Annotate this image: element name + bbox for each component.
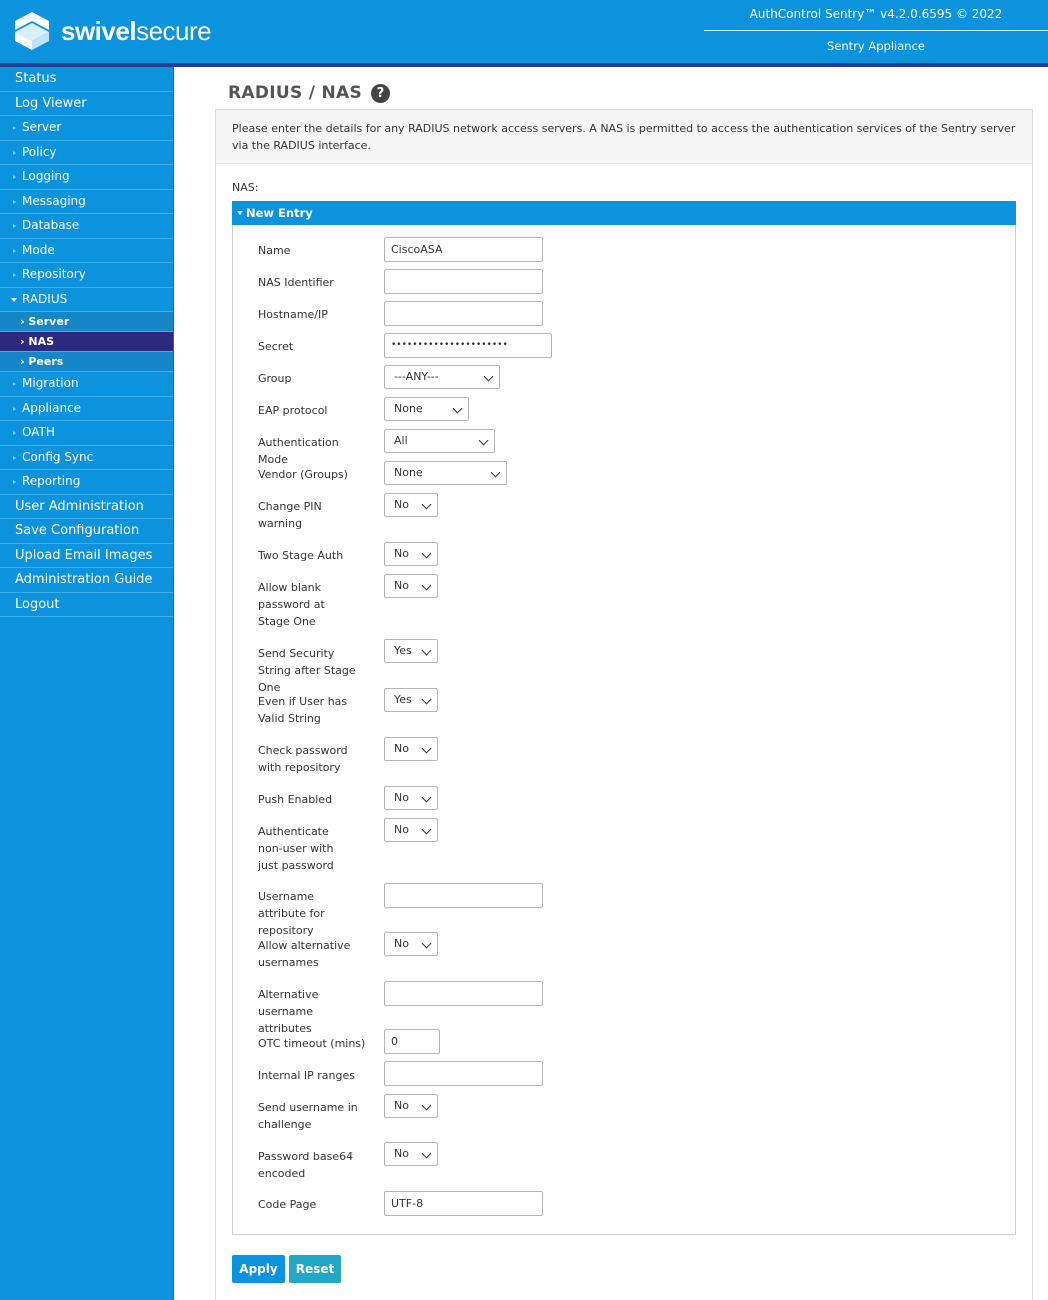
two-stage-label: Two Stage Auth bbox=[258, 549, 344, 562]
auth-non-user-select[interactable]: No bbox=[384, 818, 438, 842]
top-header bbox=[0, 0, 1048, 63]
appliance-text: Sentry Appliance bbox=[827, 39, 925, 53]
nav-item-messaging[interactable] bbox=[0, 190, 173, 215]
header-info bbox=[704, 0, 1048, 63]
new-entry-title: New Entry bbox=[246, 206, 313, 220]
nav-item-administration-guide[interactable] bbox=[0, 568, 173, 593]
code-page-input[interactable]: UTF-8 bbox=[384, 1191, 543, 1216]
nav-label: Reporting bbox=[22, 474, 81, 488]
nav-label: Status bbox=[15, 71, 57, 86]
nav-label: Migration bbox=[22, 376, 79, 390]
vendor-label: Vendor (Groups) bbox=[258, 468, 348, 481]
group-select[interactable]: ---ANY--- bbox=[384, 365, 500, 389]
collapse-triangle-icon bbox=[237, 211, 243, 215]
page-title: RADIUS / NAS bbox=[228, 83, 363, 103]
nav-label: Database bbox=[22, 218, 80, 232]
chevron-down-icon bbox=[422, 939, 432, 949]
nav-label: Upload Email Images bbox=[15, 547, 153, 563]
chevron-down-icon bbox=[422, 793, 432, 803]
header-divider bbox=[704, 30, 1048, 31]
even-if-label: Even if User has Valid String bbox=[258, 695, 348, 725]
nav-item-reporting[interactable] bbox=[0, 470, 173, 495]
nav-item-log-viewer[interactable] bbox=[0, 92, 173, 117]
caret-right-icon bbox=[13, 431, 16, 435]
chevron-down-icon bbox=[484, 372, 494, 382]
nav-item-upload-email-images[interactable] bbox=[0, 544, 173, 569]
nav-label: Policy bbox=[22, 144, 57, 159]
apply-button[interactable]: Apply bbox=[232, 1255, 285, 1283]
nav-label: RADIUS bbox=[22, 291, 68, 306]
nav-item-radius[interactable] bbox=[0, 288, 173, 313]
otc-timeout-label: OTC timeout (mins) bbox=[258, 1037, 366, 1050]
caret-right-icon bbox=[13, 175, 16, 179]
caret-right-icon bbox=[13, 407, 16, 411]
nav-subitem-radius-nas[interactable] bbox=[0, 332, 173, 352]
nas-label: NAS: bbox=[232, 181, 259, 194]
chevron-down-icon bbox=[422, 1149, 432, 1159]
chevron-right-icon: › bbox=[20, 335, 29, 348]
auth-mode-select[interactable]: All bbox=[384, 429, 495, 453]
allow-blank-label: Allow blank password at Stage One bbox=[258, 581, 325, 628]
caret-right-icon bbox=[13, 224, 16, 228]
nav-label: Logout bbox=[15, 596, 60, 612]
alt-attrs-input[interactable] bbox=[384, 981, 543, 1006]
nav-label: Server bbox=[28, 315, 70, 328]
auth-non-user-label: Authenticate non-user with just password bbox=[258, 825, 334, 872]
chevron-down-icon bbox=[453, 404, 463, 414]
push-enabled-select[interactable]: No bbox=[384, 786, 438, 810]
nav-label: Peers bbox=[28, 355, 64, 368]
change-pin-select[interactable]: No bbox=[384, 493, 438, 517]
allow-blank-select[interactable]: No bbox=[384, 574, 438, 598]
nav-label: Log Viewer bbox=[15, 95, 87, 111]
chevron-down-icon bbox=[422, 646, 432, 656]
nav-item-logging[interactable] bbox=[0, 165, 173, 190]
check-password-select[interactable]: No bbox=[384, 737, 438, 761]
nav-item-policy[interactable] bbox=[0, 141, 173, 166]
nav-label: Repository bbox=[22, 267, 86, 281]
swivelsecure-logo[interactable] bbox=[13, 11, 211, 51]
group-label: Group bbox=[258, 372, 292, 385]
nav-item-database[interactable] bbox=[0, 214, 173, 239]
nav-label: NAS bbox=[28, 335, 55, 348]
check-password-label: Check password with repository bbox=[258, 744, 348, 774]
allow-alt-label: Allow alternative usernames bbox=[258, 939, 351, 969]
username-attr-label: Username attribute for repository bbox=[258, 890, 325, 937]
change-pin-label: Change PIN warning bbox=[258, 500, 322, 530]
send-security-select[interactable]: Yes bbox=[384, 639, 438, 663]
caret-right-icon bbox=[13, 273, 16, 277]
chevron-down-icon bbox=[422, 1101, 432, 1111]
chevron-down-icon bbox=[422, 695, 432, 705]
nav-label: Config Sync bbox=[22, 449, 94, 464]
nav-item-mode[interactable] bbox=[0, 239, 173, 264]
intro-text: Please enter the details for any RADIUS network access servers. A NAS is permitted to access the authentication services of the Sentry server via the RADIUS interface. bbox=[216, 110, 1032, 164]
sidebar-nav bbox=[0, 67, 174, 1300]
chevron-down-icon bbox=[479, 436, 489, 446]
nav-label: Messaging bbox=[22, 193, 86, 208]
chevron-down-icon bbox=[422, 500, 432, 510]
alt-attrs-label: Alternative username attributes bbox=[258, 988, 319, 1035]
nav-label: User Administration bbox=[15, 498, 144, 514]
chevron-right-icon: › bbox=[20, 355, 29, 368]
send-username-label: Send username in challenge bbox=[258, 1101, 358, 1131]
vendor-select[interactable]: None bbox=[384, 461, 507, 485]
nas-identifier-input[interactable] bbox=[384, 269, 543, 294]
nav-item-user-administration[interactable] bbox=[0, 495, 173, 520]
nav-item-save-configuration[interactable] bbox=[0, 519, 173, 544]
nav-label: Mode bbox=[22, 242, 55, 257]
nav-item-oath[interactable] bbox=[0, 421, 173, 446]
chevron-down-icon bbox=[422, 825, 432, 835]
version-text: AuthControl Sentry™ v4.2.0.6595 © 2022 bbox=[749, 7, 1003, 21]
secret-input[interactable]: •••••••••••••••••••••• bbox=[384, 333, 552, 358]
eap-select[interactable]: None bbox=[384, 397, 469, 421]
nav-item-appliance[interactable] bbox=[0, 397, 173, 422]
reset-button[interactable]: Reset bbox=[289, 1255, 341, 1283]
nav-item-logout[interactable] bbox=[0, 593, 173, 618]
allow-alt-select[interactable]: No bbox=[384, 932, 438, 956]
logo-text: swivelsecure bbox=[61, 15, 212, 46]
name-label: Name bbox=[258, 244, 291, 257]
username-attr-input[interactable] bbox=[384, 883, 543, 908]
nav-item-status[interactable] bbox=[0, 67, 173, 92]
nas-identifier-label: NAS Identifier bbox=[258, 276, 334, 289]
nav-label: Save Configuration bbox=[15, 523, 140, 538]
caret-right-icon bbox=[13, 382, 16, 386]
nav-subitem-radius-peers[interactable] bbox=[0, 352, 173, 372]
even-if-select[interactable]: Yes bbox=[384, 688, 438, 712]
internal-ip-input[interactable] bbox=[384, 1061, 543, 1086]
help-icon[interactable]: ? bbox=[371, 84, 390, 103]
otc-timeout-input[interactable]: 0 bbox=[384, 1029, 440, 1054]
code-page-label: Code Page bbox=[258, 1198, 317, 1211]
pw-base64-label: Password base64 encoded bbox=[258, 1150, 354, 1180]
nav-item-server[interactable] bbox=[0, 116, 173, 141]
internal-ip-label: Internal IP ranges bbox=[258, 1069, 355, 1082]
hostname-label: Hostname/IP bbox=[258, 308, 328, 321]
nav-label: Appliance bbox=[22, 400, 82, 415]
caret-right-icon bbox=[13, 456, 16, 460]
chevron-down-icon bbox=[422, 744, 432, 754]
push-enabled-label: Push Enabled bbox=[258, 793, 333, 806]
caret-right-icon bbox=[13, 151, 16, 155]
caret-down-icon bbox=[11, 298, 17, 302]
chevron-down-icon bbox=[422, 581, 432, 591]
caret-right-icon bbox=[13, 126, 16, 130]
secret-label: Secret bbox=[258, 340, 294, 353]
chevron-down-icon bbox=[491, 468, 501, 478]
nav-label: Logging bbox=[22, 169, 70, 183]
caret-right-icon bbox=[13, 480, 16, 484]
two-stage-select[interactable]: No bbox=[384, 542, 438, 566]
nav-label: OATH bbox=[22, 425, 55, 439]
send-username-select[interactable]: No bbox=[384, 1094, 438, 1118]
nav-item-migration[interactable] bbox=[0, 372, 173, 397]
caret-right-icon bbox=[13, 200, 16, 204]
nav-label: Administration Guide bbox=[15, 572, 153, 587]
chevron-down-icon bbox=[422, 549, 432, 559]
pw-base64-select[interactable]: No bbox=[384, 1142, 438, 1166]
name-input[interactable]: CiscoASA bbox=[384, 237, 543, 262]
caret-right-icon bbox=[13, 249, 16, 253]
nav-item-config-sync[interactable] bbox=[0, 446, 173, 471]
swivel-logo-icon bbox=[13, 11, 51, 51]
nav-item-repository[interactable] bbox=[0, 263, 173, 288]
nav-label: Server bbox=[22, 120, 62, 134]
nav-subitem-radius-server[interactable] bbox=[0, 312, 173, 332]
auth-mode-label: Authentication Mode bbox=[258, 436, 339, 466]
hostname-input[interactable] bbox=[384, 301, 543, 326]
eap-label: EAP protocol bbox=[258, 404, 328, 417]
chevron-right-icon: › bbox=[20, 315, 29, 328]
send-security-label: Send Security String after Stage One bbox=[258, 647, 356, 694]
new-entry-header[interactable] bbox=[232, 201, 1016, 225]
